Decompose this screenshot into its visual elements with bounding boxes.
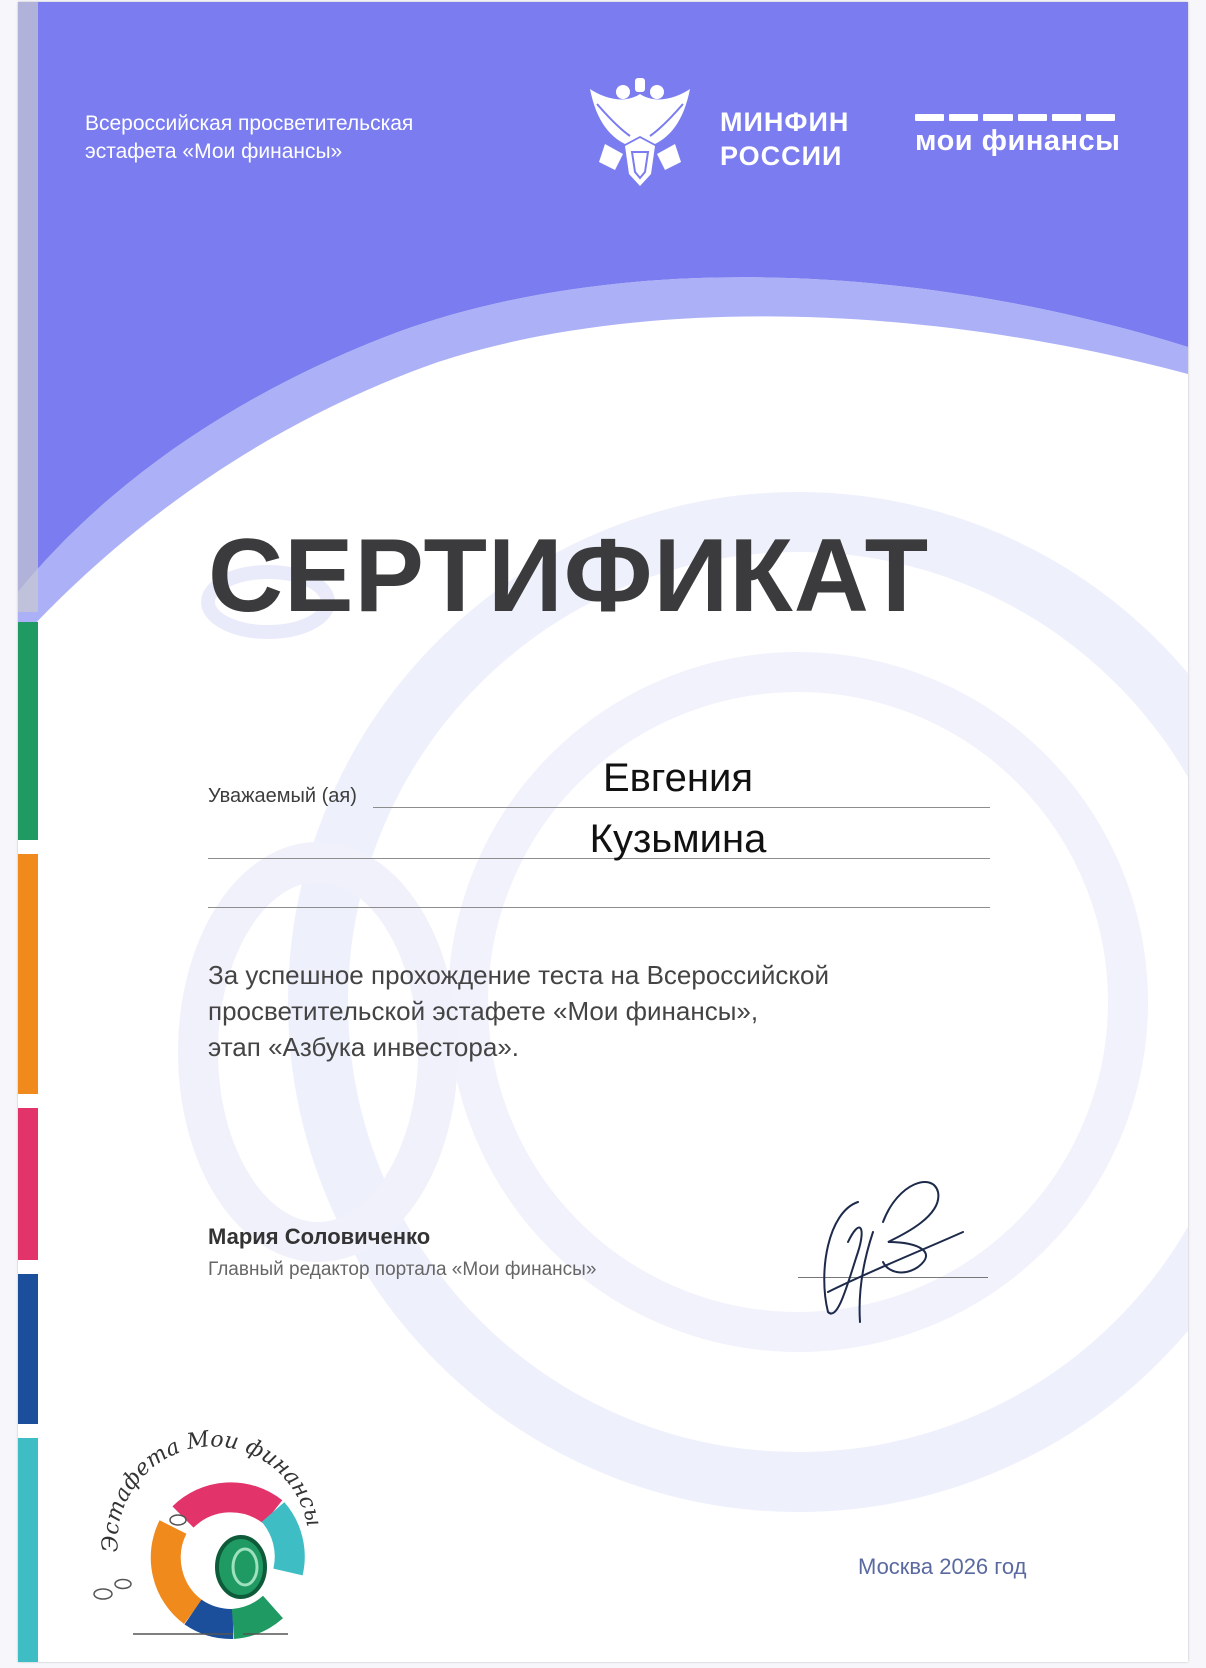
recipient-last-name: Кузьмина [589, 817, 767, 861]
stripe-teal [18, 1438, 38, 1662]
body-line-2: просветительской эстафете «Мои финансы», [208, 996, 759, 1026]
logo-text: мои финансы [915, 125, 1121, 157]
estafeta-logo-text: Эстафета Мои финансы [98, 1427, 327, 1553]
stripe-blue [18, 1274, 38, 1424]
ministry-line2: РОССИИ [720, 141, 843, 171]
signer-role: Главный редактор портала «Мои финансы» [208, 1259, 597, 1280]
ministry-name [720, 105, 849, 173]
stripe-green [18, 622, 38, 840]
signer-name: Мария Соловиченко [208, 1224, 431, 1249]
ministry-line1: МИНФИН [720, 107, 850, 137]
body-line-3: этап «Азбука инвестора». [208, 1032, 519, 1062]
name-line-1 [373, 807, 990, 808]
greeting-label: Уважаемый (ая) [208, 785, 357, 807]
relay-title-line1: Всероссийская просветительская [85, 112, 414, 135]
relay-title [85, 110, 413, 166]
relay-title-line2: эстафета «Мои финансы» [85, 140, 343, 163]
double-headed-eagle-icon [585, 74, 695, 192]
certificate-body [208, 957, 829, 1065]
stripe-orange [18, 854, 38, 1094]
recipient-first-name: Евгения [603, 756, 753, 800]
body-line-1: За успешное прохождение теста на Всероссийской [208, 960, 830, 990]
estafeta-logo [73, 1402, 343, 1642]
certificate-title: СЕРТИФИКАТ [208, 518, 930, 634]
city-year: Москва 2026 год [858, 1554, 1027, 1579]
stripe-pink [18, 1108, 38, 1260]
moi-finansy-logo [915, 114, 1121, 158]
certificate-sheet [18, 2, 1188, 1662]
name-line-3 [208, 907, 990, 908]
signature-icon [788, 1162, 988, 1332]
logo-bar [915, 114, 1115, 121]
